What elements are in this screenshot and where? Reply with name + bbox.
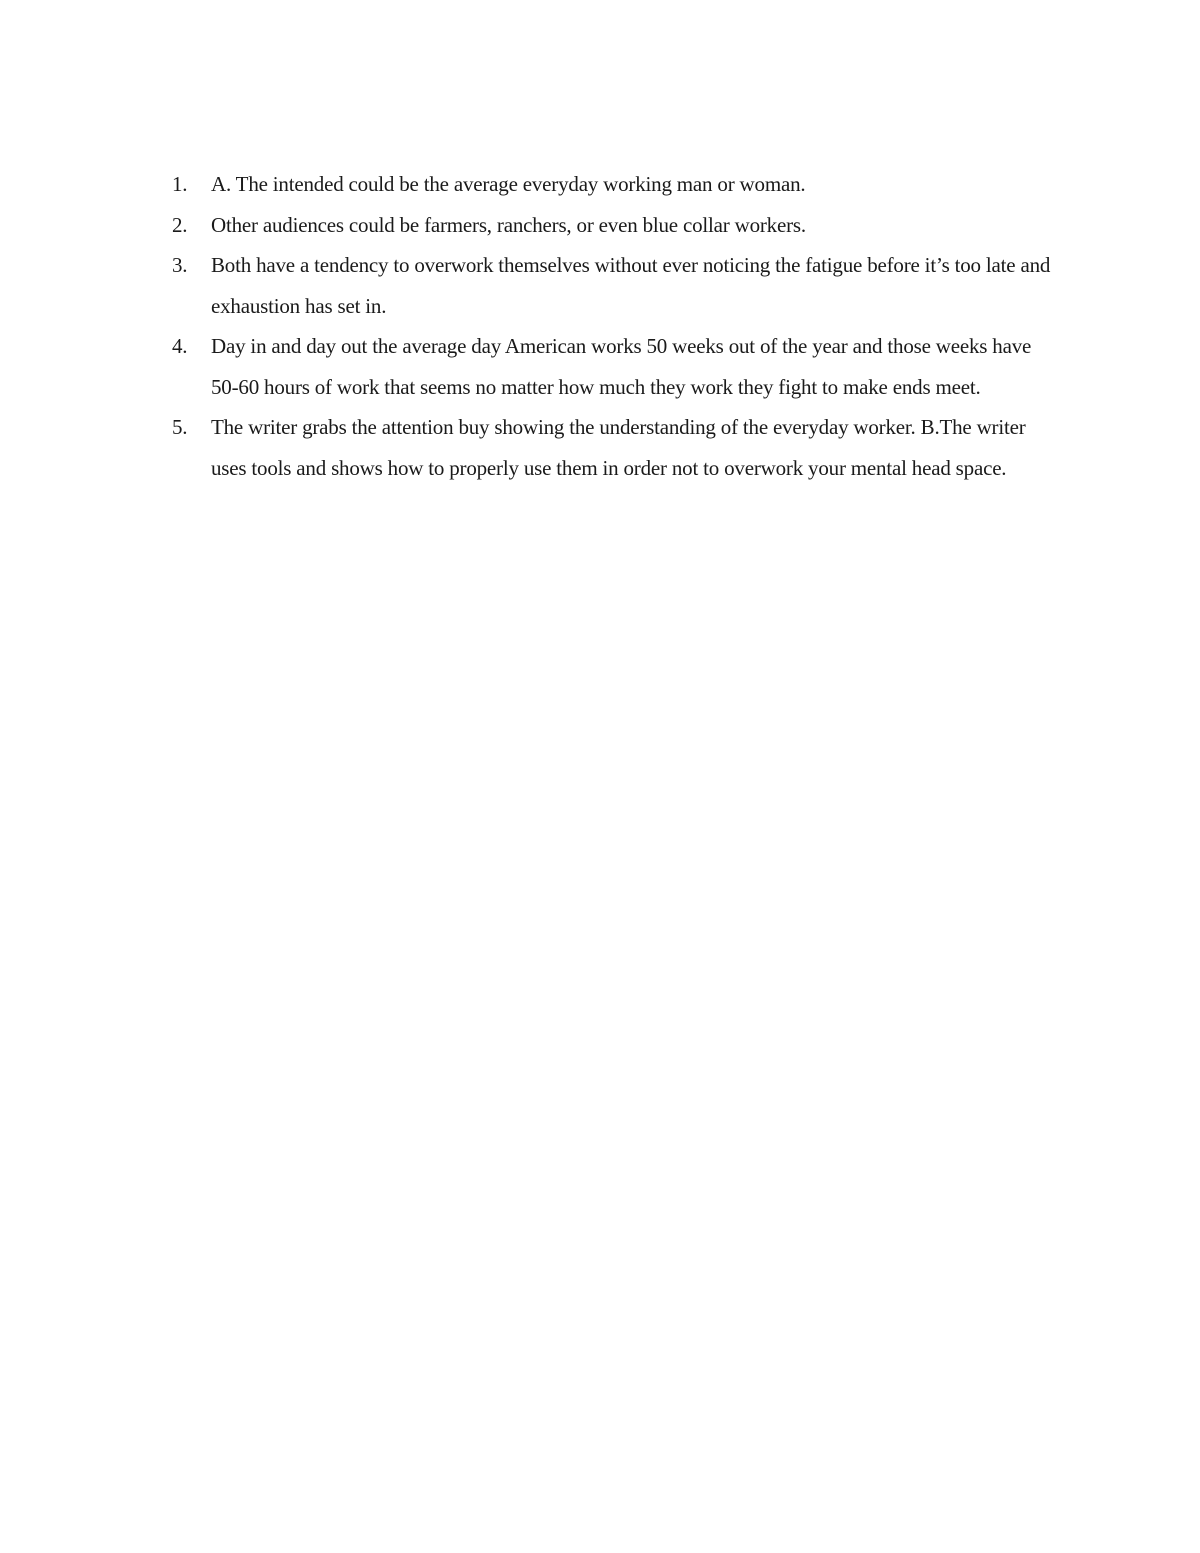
list-item-number: 2. [172,212,188,237]
list-item-number: 1. [172,172,188,196]
list-item-number: 4. [172,334,188,358]
numbered-list [172,164,1062,488]
list-item-number: 5. [172,415,188,439]
list-item [172,164,1062,205]
list-item-text: Other audiences could be farmers, ranchers, or even blue collar workers. [211,212,806,237]
list-item-text: Both have a tendency to overwork themselves without ever noticing the fatigue before it’s too late and exhaustion has set in. [211,253,1051,318]
list-item-text: A. The intended could be the average everyday working man or woman. [211,172,806,196]
list-item [172,205,1062,246]
list-item-text: Day in and day out the average day American works 50 weeks out of the year and those weeks have 50-60 hours of work that seems no matter how much they work they fight to make ends meet. [211,334,1032,399]
list-item-number: 3. [172,253,188,277]
list-item [172,326,1062,407]
list-item [172,407,1062,488]
list-item [172,245,1062,326]
list-item-text: The writer grabs the attention buy showing the understanding of the everyday worker. B.The writer uses tools and shows how to properly use them in order not to overwork your mental head space. [211,415,1026,480]
